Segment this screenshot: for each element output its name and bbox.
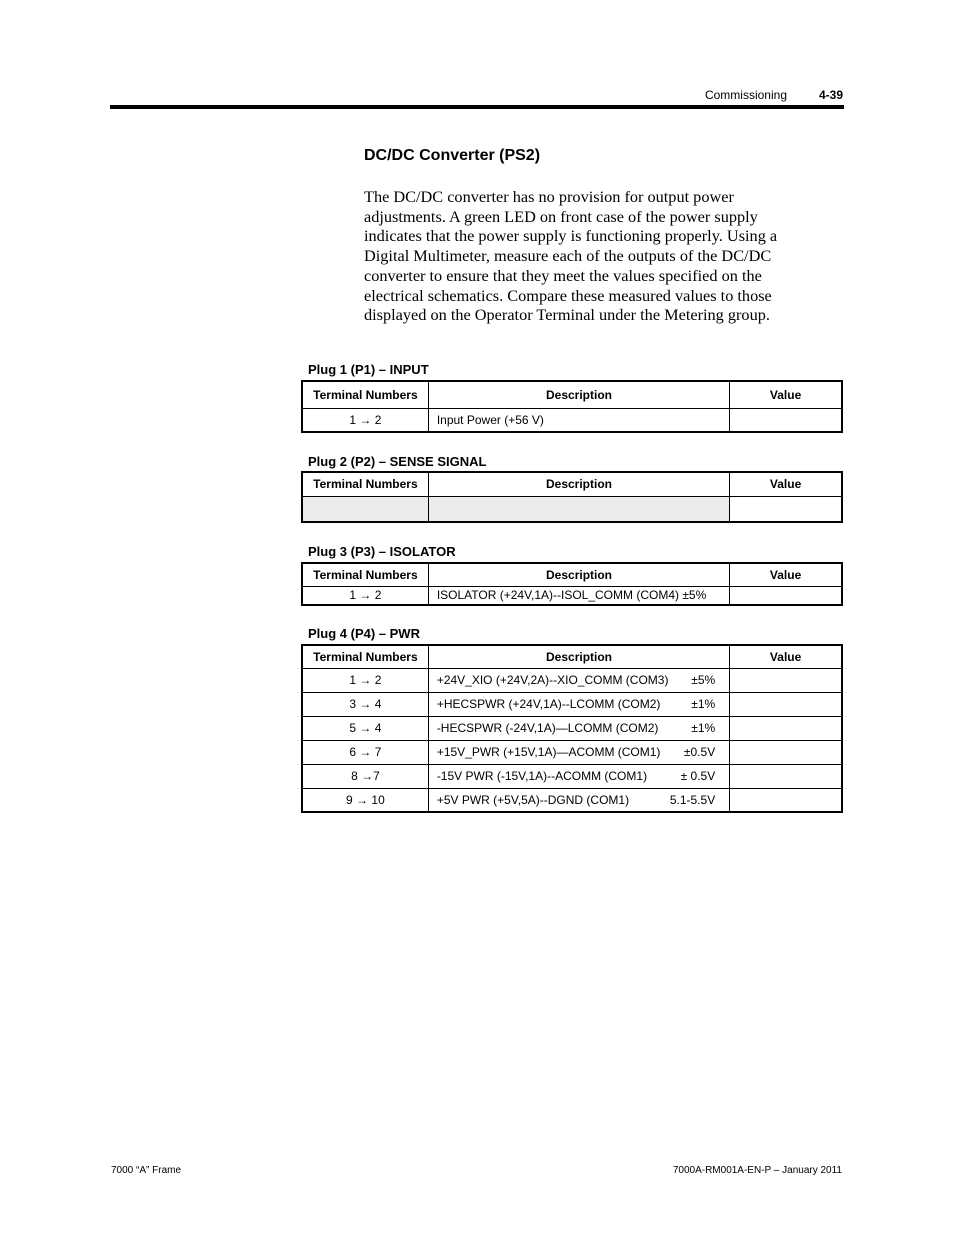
value-cell: [730, 788, 842, 812]
value-cell: [730, 408, 842, 432]
description-text: -HECSPWR (-24V,1A)—LCOMM (COM2): [436, 721, 659, 735]
terminal-cell: 1 → 2: [302, 586, 428, 605]
value-cell: [730, 692, 842, 716]
description-cell: [428, 716, 729, 740]
body-paragraph: The DC/DC converter has no provision for output power adjustments. A green LED on front case of the power supply indicates that the power supply is functioning properly. Using a Digital Multimeter, measure each of the outputs of the DC/DC converter to ensure that they meet the values specified on the electrical schematics. Compare these measured values to those displayed on the Operator Terminal under the Metering group.: [364, 187, 778, 325]
table-row: [302, 788, 842, 812]
table-header-row: [302, 563, 842, 586]
description-text: +5V PWR (+5V,5A)--DGND (COM1): [436, 792, 630, 807]
description-cell: [428, 764, 729, 788]
description-text: -15V PWR (-15V,1A)--ACOMM (COM1): [436, 769, 648, 783]
value-cell: [730, 764, 842, 788]
value-cell: [730, 716, 842, 740]
table-row: [302, 692, 842, 716]
tolerance-text: ±5%: [691, 673, 716, 687]
description-text: +HECSPWR (+24V,1A)--LCOMM (COM2): [436, 697, 661, 711]
section-name: Commissioning: [704, 88, 787, 102]
plug3-title: Plug 3 (P3) – ISOLATOR: [308, 544, 456, 559]
description-text: +15V_PWR (+15V,1A)—ACOMM (COM1): [436, 745, 661, 759]
table-row: [302, 586, 842, 605]
terminal-cell: 3 → 4: [302, 692, 428, 716]
description-cell: ISOLATOR (+24V,1A)--ISOL_COMM (COM4) ±5%: [428, 586, 729, 605]
table-header-row: [302, 472, 842, 496]
plug1-table: [301, 380, 843, 433]
col-terminal: Terminal Numbers: [302, 381, 428, 408]
table-row: [302, 716, 842, 740]
col-value: Value: [730, 563, 842, 586]
footer-document-title: 7000 “A” Frame: [111, 1165, 182, 1176]
value-cell: [730, 586, 842, 605]
terminal-cell: 1 → 2: [302, 408, 428, 432]
value-cell: [730, 496, 842, 522]
footer-publication-info: 7000A-RM001A-EN-P – January 2011: [672, 1165, 842, 1176]
section-heading: DC/DC Converter (PS2): [364, 147, 541, 164]
table-row: [302, 496, 842, 522]
plug1-title: Plug 1 (P1) – INPUT: [308, 362, 429, 377]
terminal-cell: 5 → 4: [302, 716, 428, 740]
terminal-cell: 8 →7: [302, 764, 428, 788]
description-cell: [428, 496, 729, 522]
description-cell: [428, 668, 729, 692]
col-value: Value: [730, 645, 842, 668]
description-cell: Input Power (+56 V): [428, 408, 729, 432]
table-row: [302, 764, 842, 788]
tolerance-text: 5.1-5.5V: [669, 792, 716, 807]
description-cell: [428, 740, 729, 764]
tolerance-text: ± 0.5V: [680, 769, 716, 783]
table-header-row: [302, 645, 842, 668]
tolerance-text: ±1%: [691, 721, 716, 735]
col-terminal: Terminal Numbers: [302, 472, 428, 496]
col-terminal: Terminal Numbers: [302, 645, 428, 668]
col-value: Value: [730, 472, 842, 496]
table-row: [302, 668, 842, 692]
terminal-cell: 1 → 2: [302, 668, 428, 692]
table-row: [302, 408, 842, 432]
terminal-cell: 6 → 7: [302, 740, 428, 764]
plug3-table: [301, 562, 843, 606]
table-row: [302, 740, 842, 764]
tolerance-text: ±0.5V: [683, 745, 716, 759]
value-cell: [730, 668, 842, 692]
col-description: Description: [428, 645, 729, 668]
plug4-title: Plug 4 (P4) – PWR: [308, 626, 420, 641]
col-terminal: Terminal Numbers: [302, 563, 428, 586]
terminal-cell: 9 → 10: [302, 788, 428, 812]
tolerance-text: ±1%: [691, 697, 716, 711]
plug2-title: Plug 2 (P2) – SENSE SIGNAL: [308, 454, 487, 469]
header-rule: [110, 105, 844, 109]
description-cell: [428, 788, 729, 812]
col-description: Description: [428, 472, 729, 496]
col-description: Description: [428, 381, 729, 408]
description-text: +24V_XIO (+24V,2A)--XIO_COMM (COM3): [436, 673, 669, 687]
terminal-cell: [302, 496, 428, 522]
page-number: 4-39: [818, 88, 843, 102]
col-value: Value: [730, 381, 842, 408]
plug2-table: [301, 471, 843, 523]
description-cell: [428, 692, 729, 716]
col-description: Description: [428, 563, 729, 586]
value-cell: [730, 740, 842, 764]
table-header-row: [302, 381, 842, 408]
plug4-table: [301, 644, 843, 813]
